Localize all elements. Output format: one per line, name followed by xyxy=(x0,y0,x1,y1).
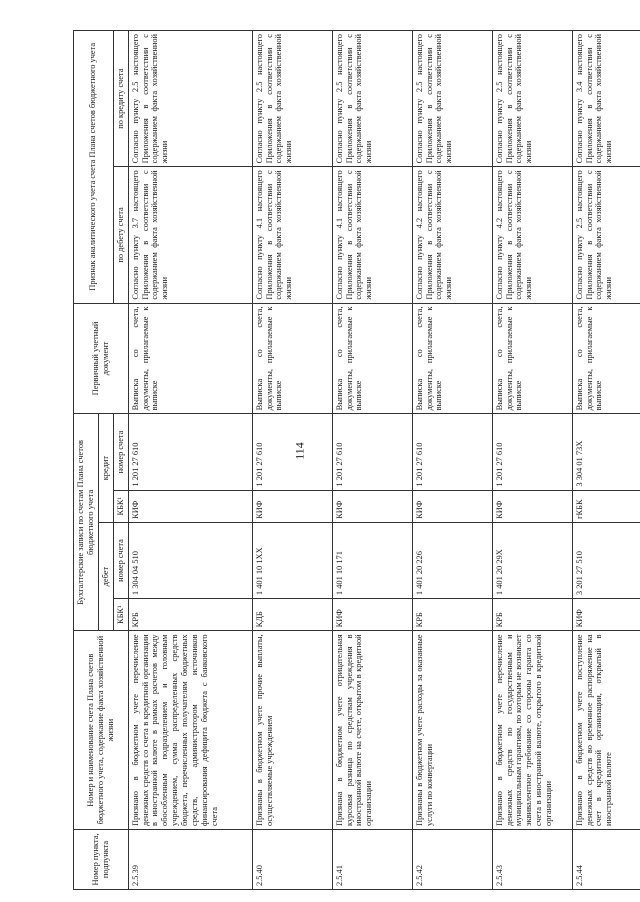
row-description: Признано в бюджетном учете перечисление денежных средств со счета в кредитной организации в иностранной валюте в рамках расчетов между обособленным подразделением и головным учреждением, сумма распределенных средств бюджета, перечисленных получателям бюджетных средств, администратором источников финансирования дефицита бюджета с банковского счета xyxy=(128,631,252,830)
header-number: Номер пункта, подпункта xyxy=(74,829,129,889)
row-kbk-credit: КИФ xyxy=(128,490,252,522)
row-account-debit: 1 401 10 171 xyxy=(332,522,412,598)
row-account-credit: 1 201 27 610 xyxy=(332,414,412,490)
row-kbk-credit: КИФ xyxy=(412,490,492,522)
row-document: Выписка со счета, документы, прилагаемые к выписке xyxy=(128,303,252,414)
table-row xyxy=(412,31,492,890)
header-analytic-debit: по дебету счета xyxy=(113,167,128,303)
row-analytic-debit: Согласно пункту 4.1 настоящего Приложения в соответствии с содержанием факта хозяйственной жизни xyxy=(332,167,412,303)
row-analytic-credit: Согласно пункту 2.5 настоящего Приложения в соответствии с содержанием факта хозяйственной жизни xyxy=(128,31,252,167)
row-kbk-debit: КДБ xyxy=(252,599,332,631)
row-kbk-credit: КИФ xyxy=(492,490,572,522)
header-kbk-credit: КБК¹ xyxy=(113,490,128,522)
row-number: 2.5.41 xyxy=(332,829,412,889)
row-account-credit: 1 201 27 610 xyxy=(252,414,332,490)
row-account-debit: 1 401 20 226 xyxy=(412,522,492,598)
row-account-debit: 3 201 27 510 xyxy=(572,522,640,598)
row-document: Выписка со счета, документы, прилагаемые к выписке xyxy=(252,303,332,414)
header-document: Первичный учетный документ xyxy=(74,303,129,414)
header-account-credit: номер счета xyxy=(113,414,128,490)
header-debit: дебет xyxy=(98,522,113,631)
row-kbk-debit: КИФ xyxy=(332,599,412,631)
row-account-credit: 1 201 27 610 xyxy=(128,414,252,490)
row-description: Признаны в бюджетном учете прочие выплаты, осуществляемые учреждением xyxy=(252,631,332,830)
row-number: 2.5.40 xyxy=(252,829,332,889)
row-description: Признано в бюджетном учете поступление денежных средств во временное распоряжение на счет в кредитной организации, открытый в иностранной валюте xyxy=(572,631,640,830)
row-number: 2.5.44 xyxy=(572,829,640,889)
row-analytic-debit: Согласно пункту 4.2 настоящего Приложения в соответствии с содержанием факта хозяйственной жизни xyxy=(412,167,492,303)
row-kbk-debit: КРБ xyxy=(492,599,572,631)
row-number: 2.5.43 xyxy=(492,829,572,889)
table-row xyxy=(128,31,252,890)
row-account-debit: 1 401 20 29X xyxy=(492,522,572,598)
row-document: Выписка со счета, документы, прилагаемые к выписке xyxy=(412,303,492,414)
row-description: Признаны в бюджетном учете расходы за оказанные услуги по конвертации xyxy=(412,631,492,830)
row-document: Выписка со счета, документы, прилагаемые к выписке xyxy=(332,303,412,414)
row-description: Признано в бюджетном учете перечисление денежных средств по государственным и муниципальным гарантиям, по которым не возникает эквивалентное требование со стороны гаранта со счета в иностранной валюте, открытого в кредитной организации xyxy=(492,631,572,830)
row-document: Выписка со счета, документы, прилагаемые к выписке xyxy=(572,303,640,414)
row-document: Выписка со счета, документы, прилагаемые к выписке xyxy=(492,303,572,414)
accounting-entries-table xyxy=(73,30,640,890)
row-analytic-credit: Согласно пункту 2.5 настоящего Приложения в соответствии с содержанием факта хозяйственной жизни xyxy=(252,31,332,167)
row-analytic-debit: Согласно пункту 4.2 настоящего Приложения в соответствии с содержанием факта хозяйственной жизни xyxy=(492,167,572,303)
row-description: Признана в бюджетном учете отрицательная курсовая разница по средствам учреждения в иностранной валюте на счете, открытом в кредитной организации xyxy=(332,631,412,830)
header-kbk-debit: КБК¹ xyxy=(113,599,128,631)
table-row xyxy=(252,31,332,890)
row-account-credit: 1 201 27 610 xyxy=(412,414,492,490)
header-analytic: Признак аналитического учета счета Плана счетов бюджетного учета xyxy=(74,31,114,304)
table-header xyxy=(74,31,129,890)
header-account-name: Номер и наименование счета Плана счетов бюджетного учета, содержание факта хозяйственной жизни xyxy=(74,631,129,830)
row-analytic-credit: Согласно пункту 2.5 настоящего Приложения в соответствии с содержанием факта хозяйственной жизни xyxy=(332,31,412,167)
row-account-debit: 1 304 04 510 xyxy=(128,522,252,598)
row-kbk-debit: КИФ xyxy=(572,599,640,631)
row-analytic-credit: Согласно пункту 2.5 настоящего Приложения в соответствии с содержанием факта хозяйственной жизни xyxy=(492,31,572,167)
row-kbk-credit: КИФ xyxy=(332,490,412,522)
row-analytic-credit: Согласно пункту 3.4 настоящего Приложения в соответствии с содержанием факта хозяйственной жизни xyxy=(572,31,640,167)
row-number: 2.5.42 xyxy=(412,829,492,889)
row-account-credit: 1 201 27 610 xyxy=(492,414,572,490)
row-analytic-debit: Согласно пункту 4.1 настоящего Приложения в соответствии с содержанием факта хозяйственной жизни xyxy=(252,167,332,303)
header-entries: Бухгалтерские записи по счетам Плана счетов бюджетного учета xyxy=(74,414,99,631)
table-row xyxy=(572,31,640,890)
header-analytic-credit: по кредиту счета xyxy=(113,31,128,167)
row-analytic-debit: Согласно пункту 3.7 настоящего Приложения в соответствии с содержанием факта хозяйственной жизни xyxy=(128,167,252,303)
table-row xyxy=(332,31,412,890)
row-kbk-debit: КРБ xyxy=(128,599,252,631)
row-kbk-credit: КИФ xyxy=(252,490,332,522)
row-account-debit: 1 401 10 1XX xyxy=(252,522,332,598)
header-credit: кредит xyxy=(98,414,113,523)
page-number: 114 xyxy=(292,442,307,460)
row-kbk-debit: КРБ xyxy=(412,599,492,631)
row-number: 2.5.39 xyxy=(128,829,252,889)
accounting-entries-table-frame xyxy=(73,30,614,890)
row-analytic-credit: Согласно пункту 2.5 настоящего Приложения в соответствии с содержанием факта хозяйственной жизни xyxy=(412,31,492,167)
table-row xyxy=(492,31,572,890)
header-account-debit: номер счета xyxy=(113,522,128,598)
row-analytic-debit: Согласно пункту 2.5 настоящего Приложения в соответствии с содержанием факта хозяйственной жизни xyxy=(572,167,640,303)
row-account-credit: 3 304 01 73X xyxy=(572,414,640,490)
row-kbk-credit: гКБК xyxy=(572,490,640,522)
